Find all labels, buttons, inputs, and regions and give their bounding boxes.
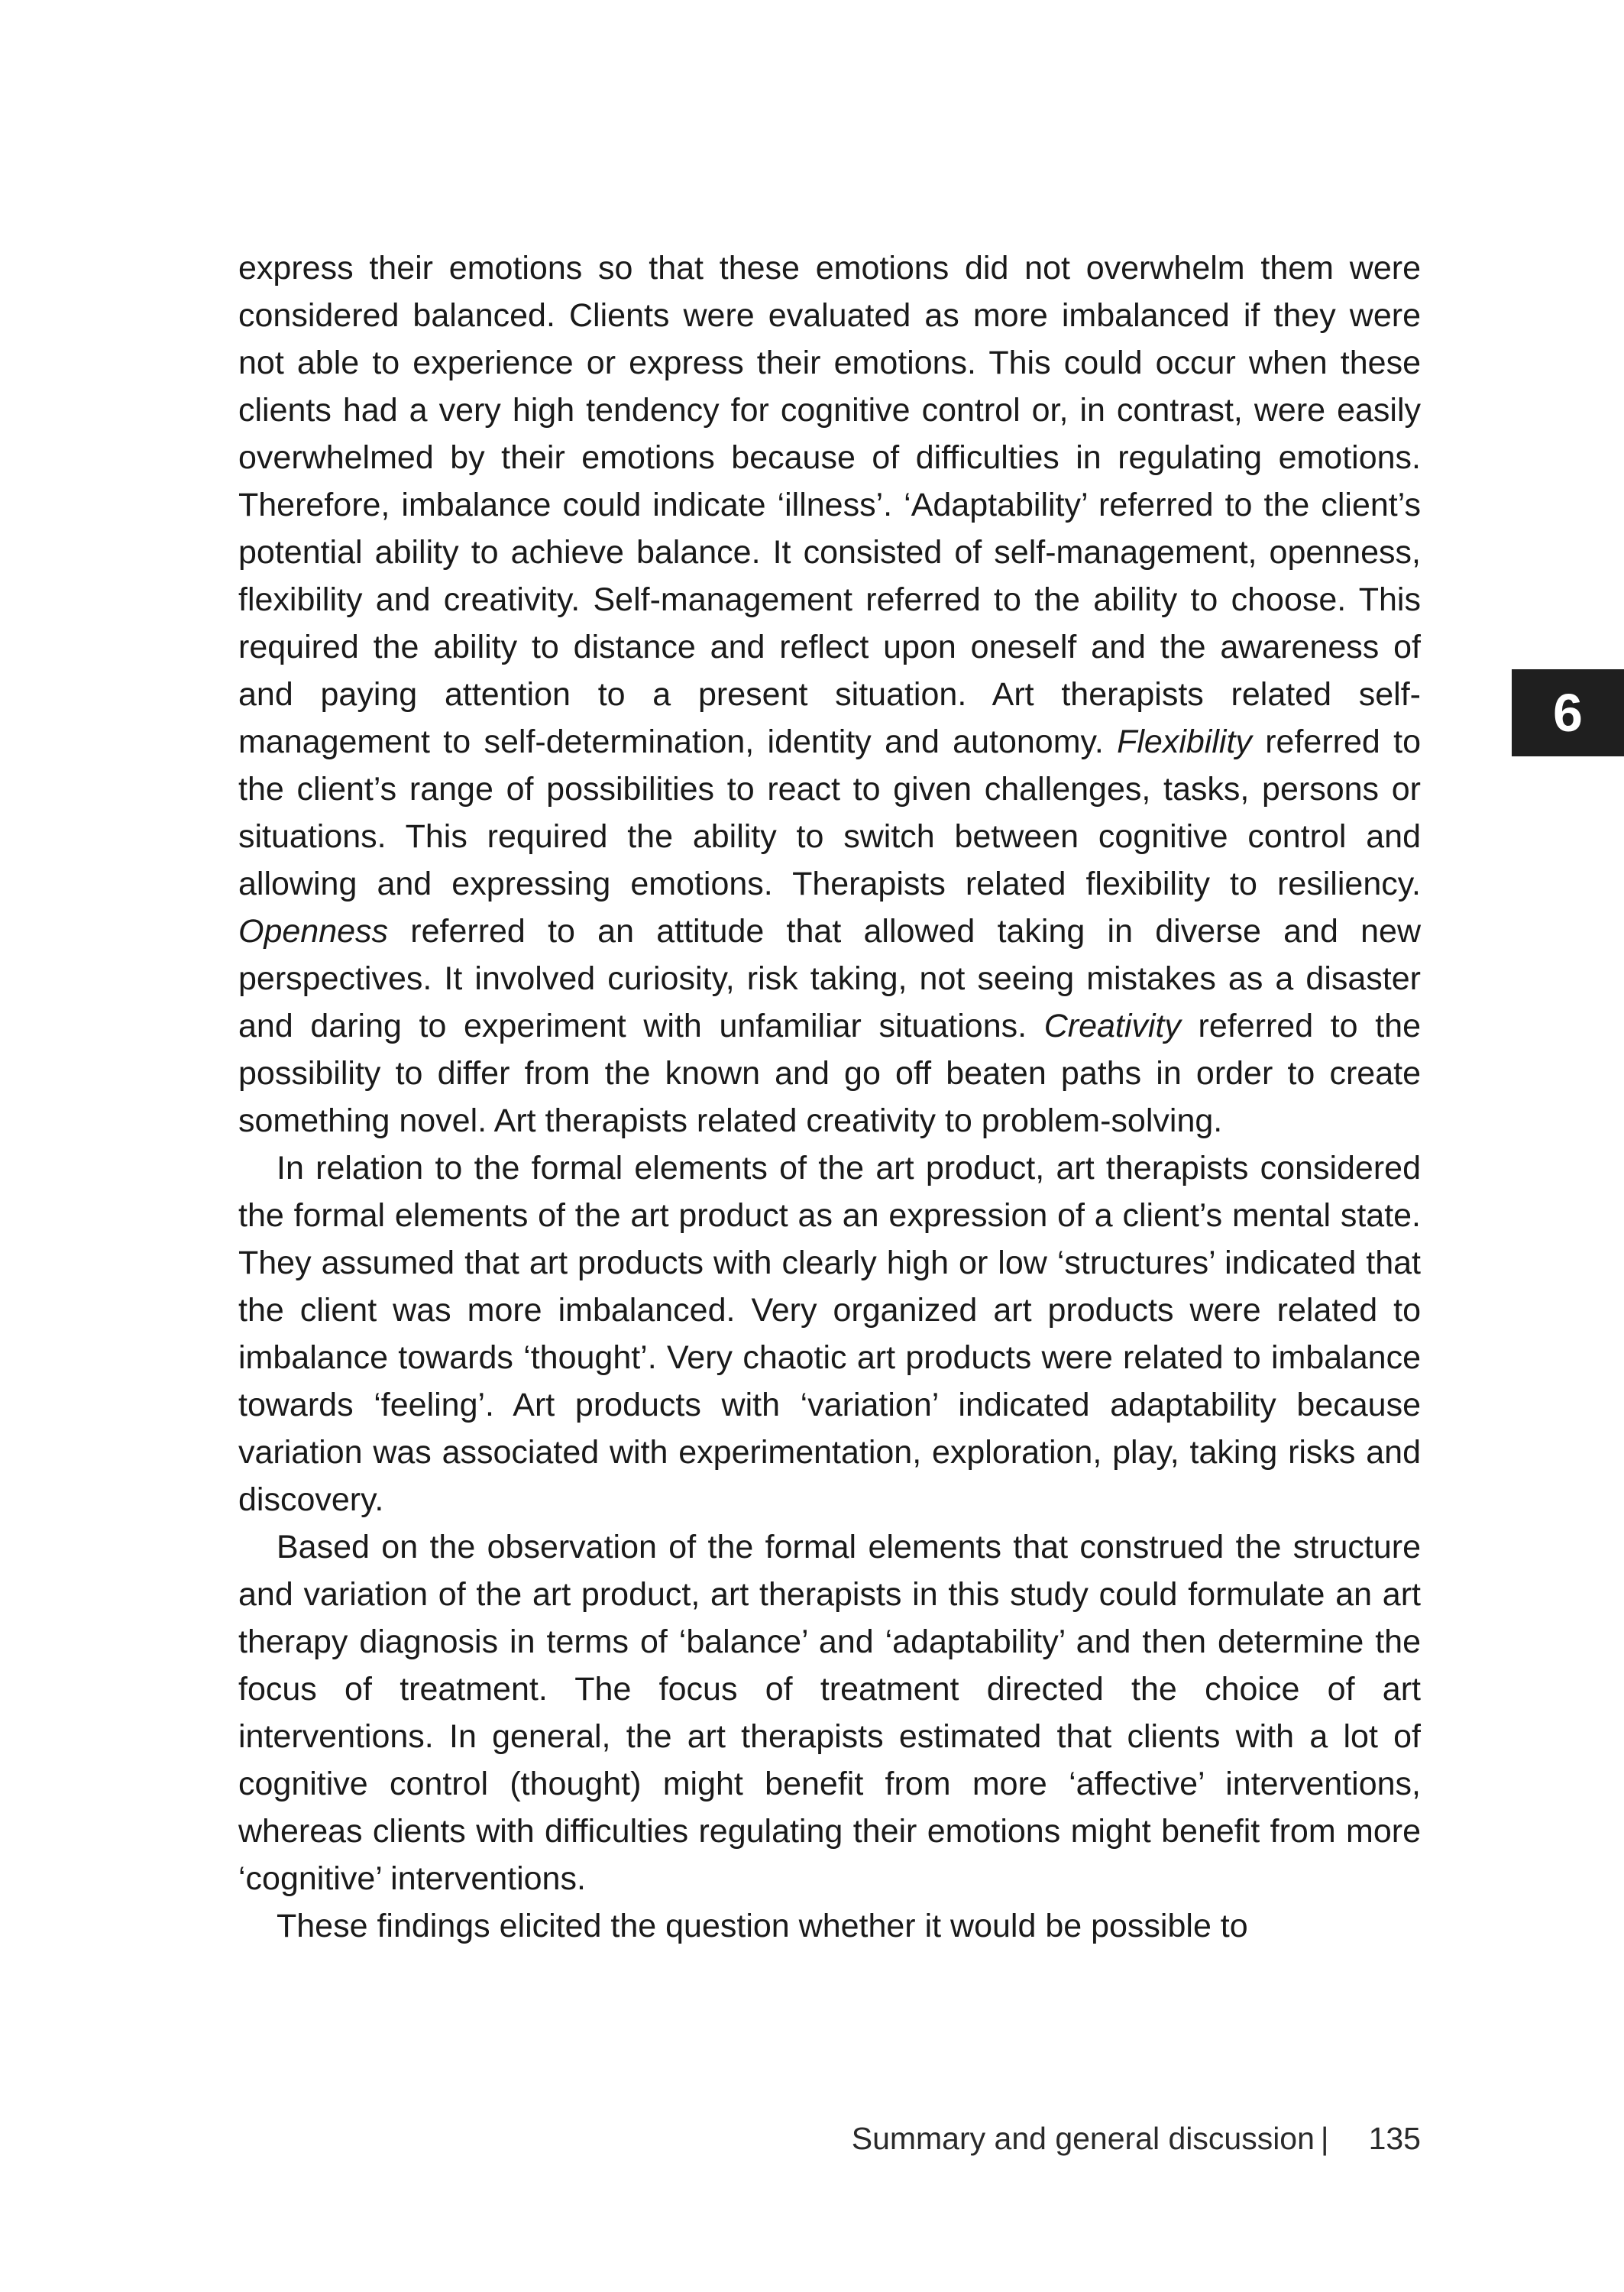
text-segment: referred to the possibility to differ from the known and go off beaten paths in order to create something novel. Art therapists related creativity to problem-solving. — [238, 1008, 1422, 1139]
paragraph — [238, 1902, 1421, 1950]
text-segment: express their emotions so that these emotions did not overwhelm them were considered balanced. Clients were evaluated as more imbalanced if they were not able to experience or express their emotions. This could occur when these clients had a very high tendency for cognitive control or, in contrast, were easily overwhelmed by their emotions because of difficulties in regulating emotions. Therefore, imbalance could indicate ‘illness’. ‘Adaptability’ referred to the client’s potential ability to achieve balance. It consisted of self-management, openness, flexibility and creativity. Self-management referred to the ability to choose. This required the ability to distance and reflect upon oneself and the awareness of and paying attention to a present situation. Art therapists related self-management to self-determination, identity and autonomy. — [238, 250, 1421, 760]
text-segment: Based on the observation of the formal elements that construed the structure and variation of the art product, art therapists in this study could formulate an art therapy diagnosis in terms of ‘balance’ and ‘adaptability’ and then determine the focus of treatment. The focus of treatment directed the choice of art interventions. In general, the art therapists estimated that clients with a lot of cognitive control (thought) might benefit from more ‘affective’ interventions, whereas clients with difficulties regulating their emotions might benefit from more ‘cognitive’ interventions. — [238, 1529, 1421, 1897]
body-text — [238, 244, 1421, 1950]
text-segment: In relation to the formal elements of the art product, art therapists considered the formal elements of the art product as an expression of a client’s mental state. They assumed that art products with clearly high or low ‘structures’ indicated that the client was more imbalanced. Very organized art products were related to imbalance towards ‘thought’. Very chaotic art products were related to imbalance towards ‘feeling’. Art products with ‘variation’ indicated adaptability because variation was associated with experimentation, exploration, play, taking risks and discovery. — [238, 1150, 1421, 1518]
text-segment: referred to an attitude that allowed taking in diverse and new perspectives. It involved curiosity, risk taking, not seeing mistakes as a disaster and daring to experiment with unfamiliar situations. — [238, 913, 1421, 1044]
term-flexibility: Flexibility — [1117, 724, 1252, 760]
footer-separator: | — [1320, 2121, 1329, 2156]
chapter-number: 6 — [1553, 683, 1583, 743]
term-openness: Openness — [238, 913, 389, 950]
running-title: Summary and general discussion — [851, 2121, 1315, 2156]
paragraph — [238, 1523, 1421, 1902]
text-segment: These findings elicited the question whether it would be possible to — [277, 1908, 1248, 1944]
term-creativity: Creativity — [1043, 1008, 1181, 1044]
chapter-number-tab — [1512, 669, 1624, 756]
paragraph — [238, 244, 1421, 1144]
running-footer — [852, 2116, 1421, 2161]
page-number: 135 — [1368, 2121, 1421, 2156]
paragraph — [238, 1144, 1421, 1523]
text-segment: referred to the client’s range of possibilities to react to given challenges, tasks, persons or situations. This required the ability to switch between cognitive control and allowing and expressing emotions. Therapists related flexibility to resiliency. — [238, 724, 1421, 902]
